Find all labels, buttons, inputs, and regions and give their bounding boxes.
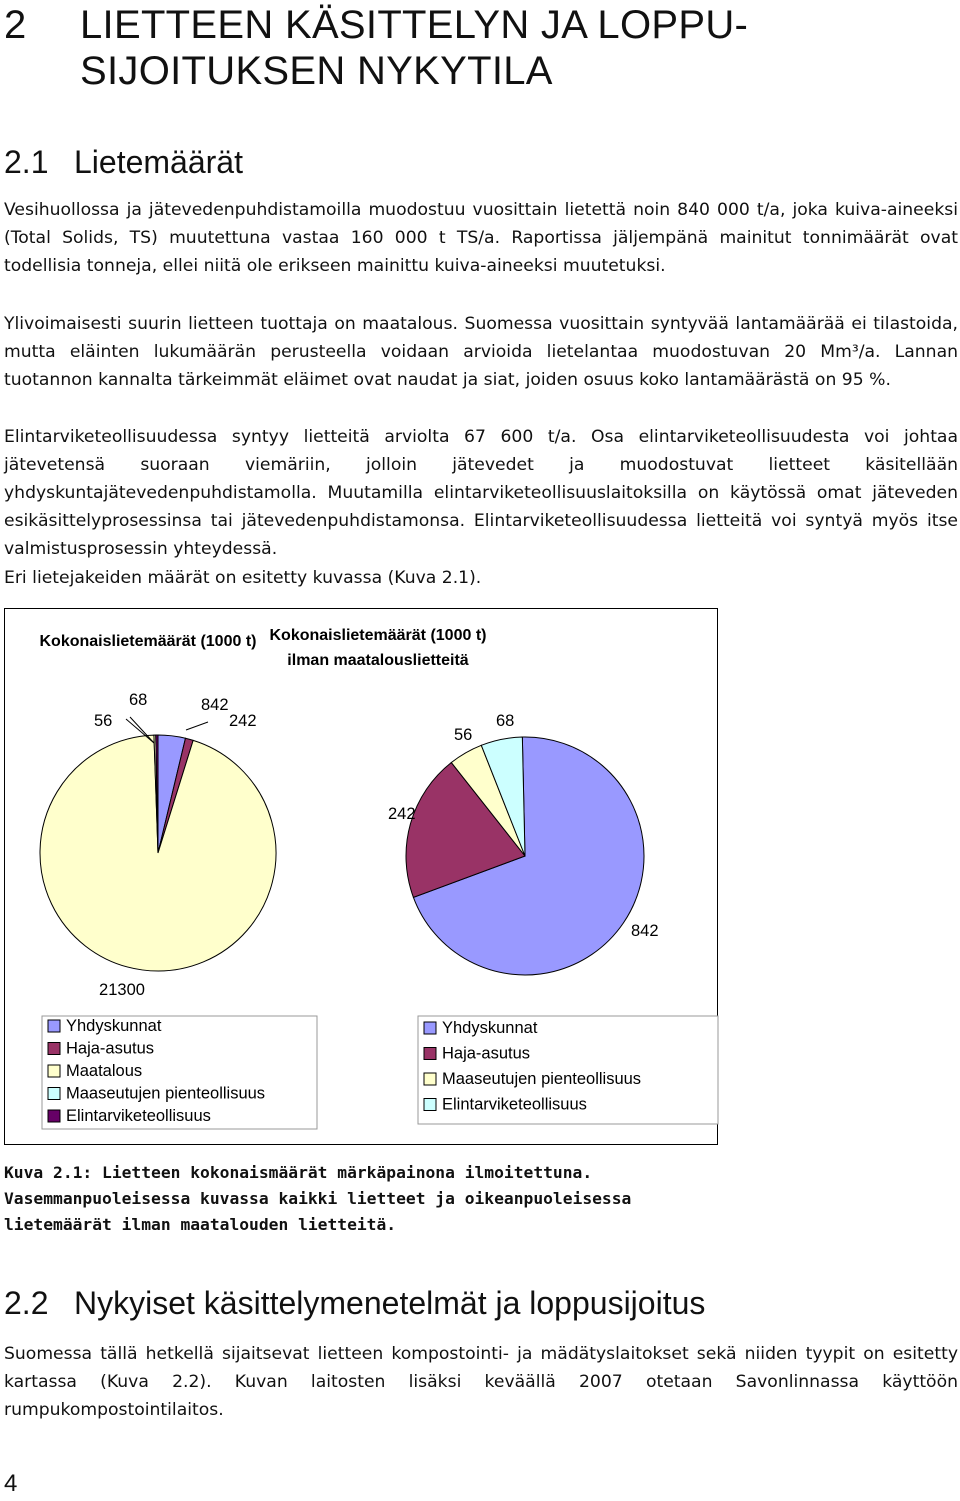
legend-entry: Yhdyskunnat (66, 1017, 162, 1035)
data-label: 56 (454, 726, 473, 744)
chart-title: ilman maatalouslietteitä (287, 652, 469, 669)
legend-swatch (424, 1099, 436, 1111)
legend-entry: Maatalous (66, 1062, 143, 1080)
legend-entry: Elintarviketeollisuus (442, 1095, 587, 1114)
legend-swatch (48, 1065, 60, 1077)
data-label: 68 (129, 691, 148, 709)
legend-swatch (48, 1110, 60, 1122)
paragraph-figure-ref: Eri lietejakeiden määrät on esitetty kuvassa (Kuva 2.1). (4, 568, 482, 588)
paragraph-kasittely: Suomessa tällä hetkellä sijaitsevat lietteen kompostointi- ja mädätyslaitokset sekä niiden tyypit on esitetty kartassa (Kuva 2.2). Kuvan laitosten lisäksi keväällä 2007 otetaan Savonlinnassa käyttöön rumpukompostointilaitos. (4, 1344, 958, 1420)
legend-swatch (48, 1088, 60, 1100)
figure-pie-charts (4, 608, 718, 1145)
data-label: 21300 (99, 981, 145, 999)
chapter-number: 2 (4, 3, 27, 47)
legend-entry: Haja-asutus (66, 1039, 155, 1058)
leader-line (186, 722, 208, 730)
figure-caption: Kuva 2.1: Lietteen kokonaismäärät märkäpainona ilmoitettuna. Vasemmanpuoleisessa kuvassa kaikki lietteet ja oikeanpuoleisessa lietemäärät ilman maatalouden lietteitä. (4, 1163, 632, 1234)
section-title: Nykyiset käsittelymenetelmät ja loppusijoitus (74, 1285, 706, 1321)
chapter-title: LIETTEEN KÄSITTELYN JA LOPPU-SIJOITUKSEN NYKYTILA (80, 3, 749, 93)
section-number: 2.2 (4, 1285, 49, 1321)
section-title: Lietemäärät (74, 144, 243, 180)
data-label: 842 (631, 922, 659, 940)
legend-entry: Maaseutujen pienteollisuus (442, 1070, 642, 1088)
chart-title: Kokonaislietemäärät (1000 t) (39, 633, 257, 650)
legend-swatch (424, 1073, 436, 1085)
legend-swatch (48, 1043, 60, 1055)
legend-entry: Elintarviketeollisuus (66, 1107, 211, 1125)
pie-charts-svg (5, 609, 719, 1146)
data-label: 242 (229, 712, 257, 730)
section-number: 2.1 (4, 144, 49, 180)
legend-entry: Yhdyskunnat (442, 1019, 538, 1037)
data-label: 68 (496, 712, 515, 730)
data-label: 842 (201, 696, 229, 714)
data-label: 56 (94, 712, 113, 730)
data-label: 242 (388, 805, 416, 823)
paragraph-maatalous: Ylivoimaisesti suurin lietteen tuottaja on maatalous. Suomessa vuosittain syntyvää lantamäärää ei tilastoida, mutta eläinten lukumäärän perusteella voidaan arvioida lietelantaa muodostuvan 20 Mm³/a. Lannan tuotannon kannalta tärkeimmät eläimet ovat naudat ja siat, joiden osuus koko lantamäärästä on 95 %. (4, 314, 958, 390)
page-number: 4 (4, 1470, 18, 1497)
paragraph-elintarvike: Elintarviketeollisuudessa syntyy lietteitä arviolta 67 600 t/a. Osa elintarviketeollisuudesta voi johtaa jätevetensä suoraan viemäriin, jolloin jätevedet ja muodostuvat lietteet käsitellään yhdyskuntajätevedenpuhdistamolla. Muutamilla elintarviketeollisuuslaitoksilla on käytössä omat jäteveden esikäsittelyprosessinsa tai jätevedenpuhdistamonsa. Elintarviketeollisuudessa lietteitä voi syntyä myös itse valmistusprosessin yhteydessä. (4, 427, 958, 559)
legend-entry: Maaseutujen pienteollisuus (66, 1084, 266, 1103)
legend-swatch (48, 1020, 60, 1032)
paragraph-lietemaarat: Vesihuollossa ja jätevedenpuhdistamoilla muodostuu vuosittain lietettä noin 840 000 t/a, joka kuiva-aineeksi (Total Solids, TS) muutettuna vastaa 160 000 t TS/a. Raportissa jäljempänä mainitut tonnimäärät ovat todellisia tonneja, ellei niitä ole erikseen mainittu kuiva-aineeksi muutetuksi. (4, 200, 958, 276)
chart-title: Kokonaislietemäärät (1000 t) (269, 627, 487, 644)
legend-swatch (424, 1048, 436, 1060)
legend-swatch (424, 1022, 436, 1034)
legend-entry: Haja-asutus (442, 1044, 531, 1063)
